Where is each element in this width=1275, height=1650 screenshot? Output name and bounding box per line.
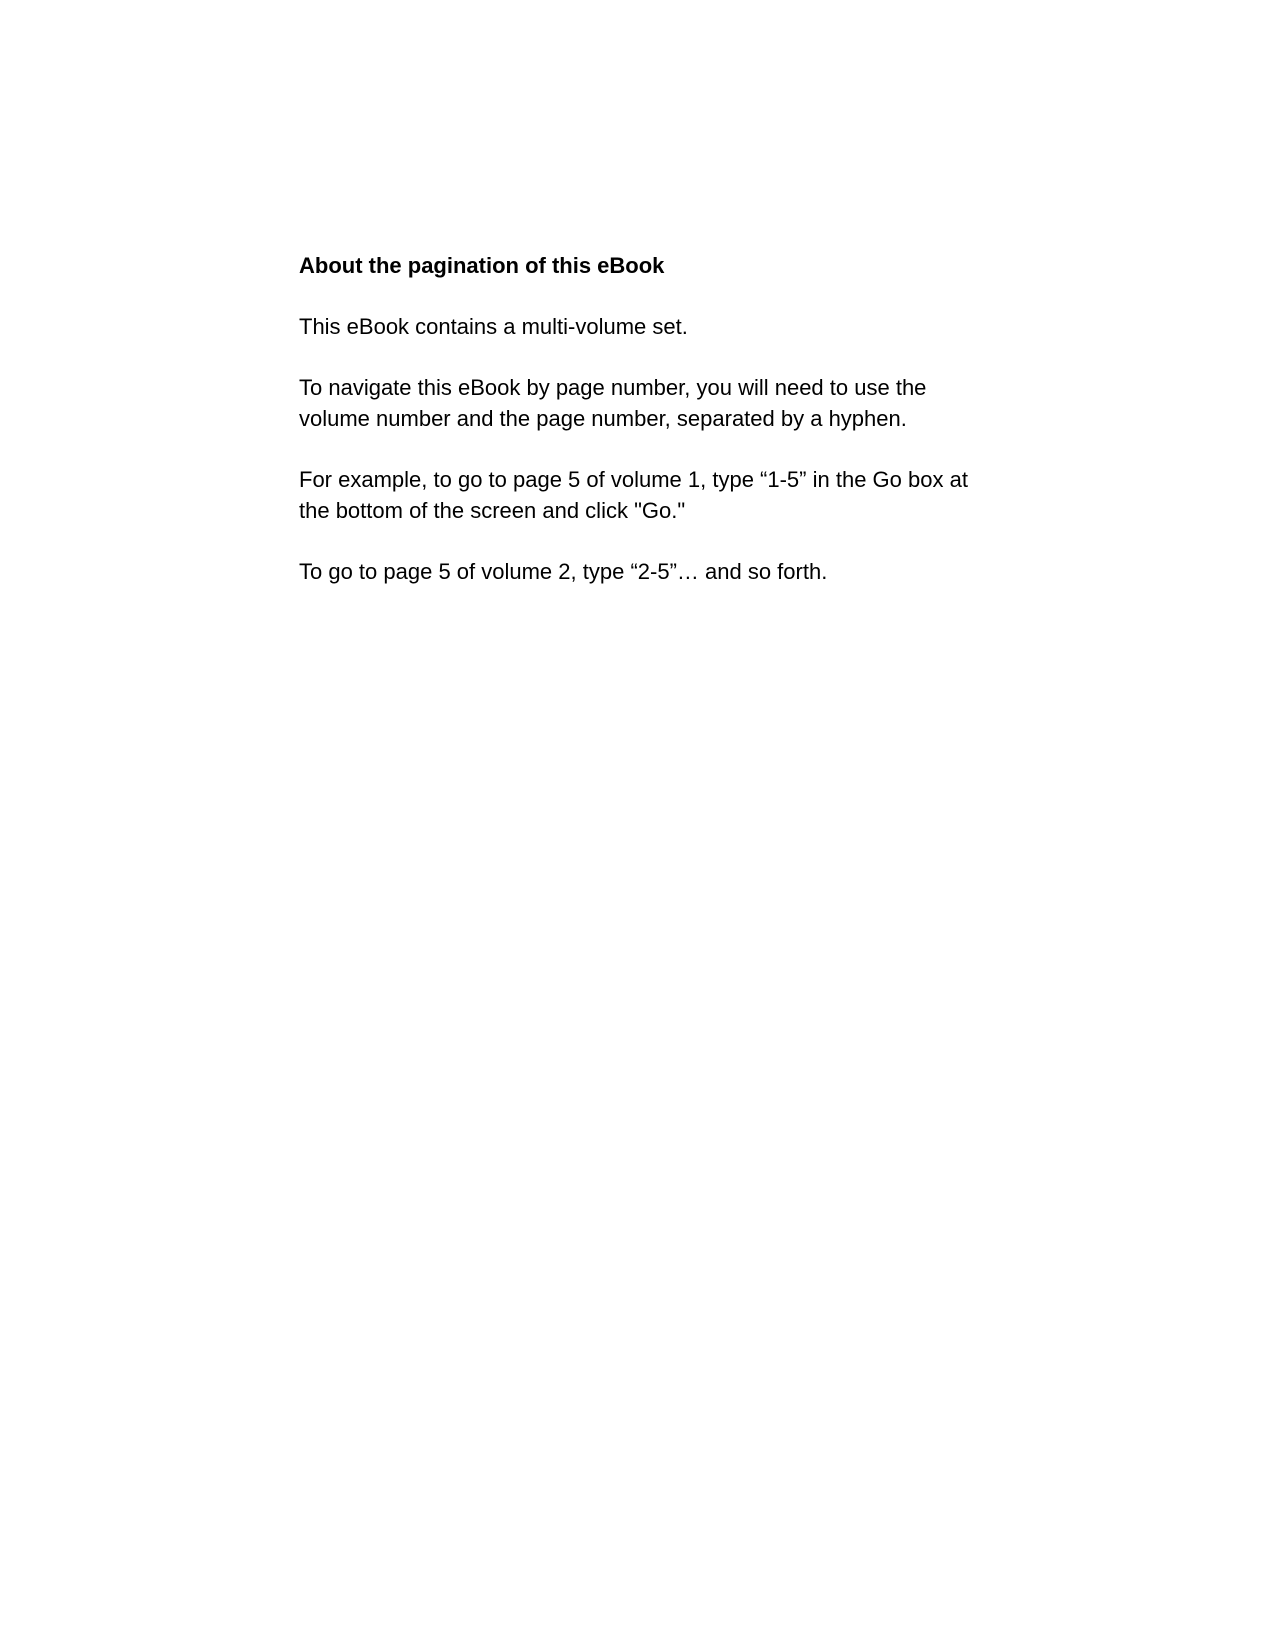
paragraph-line: For example, to go to page 5 of volume 1, type “1-5” in the Go box at: [299, 467, 968, 492]
paragraph-multi-volume: [299, 311, 1019, 342]
paragraph-example: [299, 464, 1019, 526]
paragraph-volume-2: [299, 556, 1019, 587]
paragraph-line: volume number and the page number, separated by a hyphen.: [299, 406, 907, 431]
paragraph-line: To navigate this eBook by page number, you will need to use the: [299, 375, 927, 400]
paragraph-line: This eBook contains a multi-volume set.: [299, 314, 688, 339]
page-heading: About the pagination of this eBook: [299, 253, 665, 278]
page-content: [299, 250, 1019, 587]
paragraph-line: To go to page 5 of volume 2, type “2-5”… and so forth.: [299, 559, 828, 584]
paragraph-line: the bottom of the screen and click "Go.": [299, 498, 686, 523]
paragraph-navigation: [299, 372, 1019, 434]
